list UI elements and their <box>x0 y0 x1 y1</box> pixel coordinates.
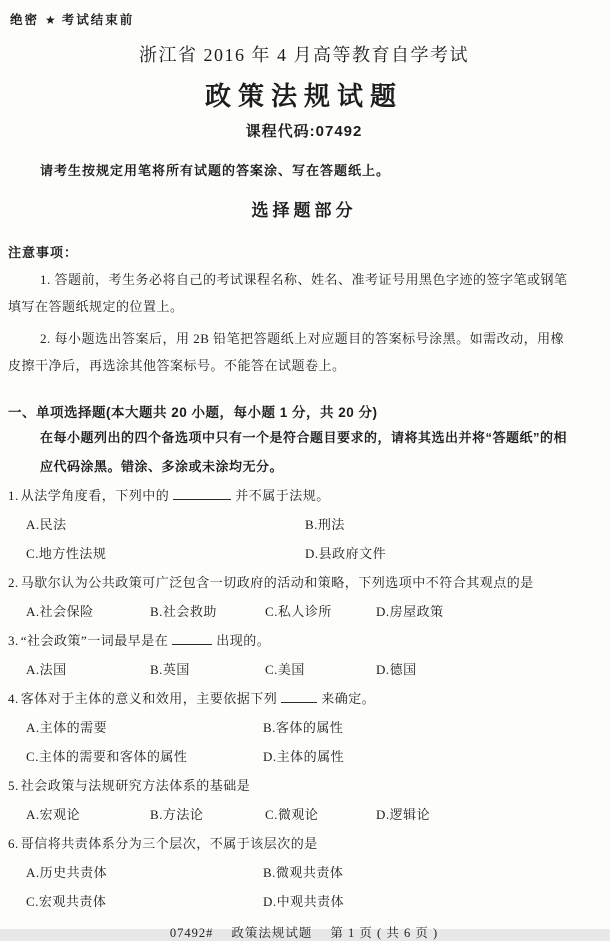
question-5 <box>8 771 600 829</box>
option-b: B.刑法 <box>305 517 345 532</box>
question-1-options-row-1 <box>8 510 600 539</box>
footer-course-code: 07492# <box>169 926 214 940</box>
option-c: C.主体的需要和客体的属性 <box>26 749 188 764</box>
answer-instruction: 请考生按规定用笔将所有试题的答案涂、写在答题纸上。 <box>40 163 391 178</box>
option-d: D.房屋政策 <box>376 604 444 619</box>
note-1-line-1: 1. 答题前，考生务必将自己的考试课程名称、姓名、准考证号用黑色字迹的签字笔或钢笔 <box>40 272 568 287</box>
question-2-text <box>8 568 600 597</box>
option-a: A.社会保险 <box>26 604 94 619</box>
option-d: D.逻辑论 <box>376 807 431 822</box>
exam-stage-label: 考试结束前 <box>61 13 135 27</box>
section-instruction-line-2: 应代码涂黑。错涂、多涂或未涂均无分。 <box>40 459 284 474</box>
section-instruction-line-1: 在每小题列出的四个备选项中只有一个是符合题目要求的，请将其选出并将“答题纸”的相 <box>40 430 568 445</box>
questions-area <box>8 481 600 916</box>
question-text-after: 并不属于法规。 <box>235 488 330 503</box>
question-2-options-row-1 <box>8 597 600 626</box>
question-4 <box>8 684 600 771</box>
question-number: 1. <box>8 488 19 503</box>
classification-label: 绝密 <box>10 13 40 27</box>
question-4-options-row-2 <box>8 742 600 771</box>
option-d: D.主体的属性 <box>263 749 345 764</box>
answer-blank <box>281 690 317 703</box>
note-paragraph-2 <box>8 325 600 379</box>
note-paragraph-1 <box>8 266 600 320</box>
question-6-text <box>8 829 600 858</box>
question-3-text <box>8 626 600 655</box>
question-text-before: 社会政策与法规研究方法体系的基础是 <box>20 778 251 793</box>
option-a: A.宏观论 <box>26 807 81 822</box>
section-heading: 一、单项选择题(本大题共 20 小题，每小题 1 分，共 20 分) <box>8 405 378 420</box>
option-d: D.中观共责体 <box>263 894 345 909</box>
page-footer <box>8 923 600 941</box>
question-number: 5. <box>8 778 19 793</box>
option-d: D.德国 <box>376 662 417 677</box>
question-6-options-row-2 <box>8 887 600 916</box>
option-a: A.历史共责体 <box>26 865 108 880</box>
question-6-options-row-1 <box>8 858 600 887</box>
question-number: 4. <box>8 691 19 706</box>
question-5-options-row-1 <box>8 800 600 829</box>
classification-line <box>10 10 600 28</box>
option-a: A.民法 <box>26 517 67 532</box>
question-text-before: 哥信将共责体系分为三个层次，不属于该层次的是 <box>20 836 318 851</box>
question-text-before: 客体对于主体的意义和效用，主要依据下列 <box>20 691 278 706</box>
question-number: 2. <box>8 575 19 590</box>
option-c: C.宏观共责体 <box>26 894 107 909</box>
question-text-before: 从法学角度看，下列中的 <box>20 488 170 503</box>
answer-blank <box>172 632 212 645</box>
question-3 <box>8 626 600 684</box>
question-1 <box>8 481 600 568</box>
section-instruction <box>8 423 600 481</box>
option-c: C.私人诊所 <box>265 604 332 619</box>
note-1-line-2: 填写在答题纸规定的位置上。 <box>8 299 184 314</box>
notes-heading: 注意事项： <box>8 245 79 260</box>
question-4-options-row-1 <box>8 713 600 742</box>
option-b: B.方法论 <box>150 807 204 822</box>
question-1-options-row-2 <box>8 539 600 568</box>
note-2-line-2: 皮擦干净后，再选涂其他答案标号。不能答在试题卷上。 <box>8 358 346 373</box>
option-c: C.地方性法规 <box>26 546 107 561</box>
question-text-after: 出现的。 <box>216 633 271 648</box>
question-3-options-row-1 <box>8 655 600 684</box>
question-2 <box>8 568 600 626</box>
section-part-title: 选择题部分 <box>251 201 357 220</box>
note-2-line-1: 2. 每小题选出答案后，用 2B 铅笔把答题纸上对应题目的答案标号涂黑。如需改动，用橡 <box>40 331 565 346</box>
question-text-after: 来确定。 <box>321 691 376 706</box>
option-b: B.客体的属性 <box>263 720 344 735</box>
option-c: C.美国 <box>265 662 305 677</box>
option-b: B.社会救助 <box>150 604 217 619</box>
option-c: C.微观论 <box>265 807 319 822</box>
exam-session-title: 浙江省 2016 年 4 月高等教育自学考试 <box>139 45 469 65</box>
option-a: A.法国 <box>26 662 67 677</box>
question-text-before: 马歇尔认为公共政策可广泛包含一切政府的活动和策略，下列选项中不符合其观点的是 <box>20 575 534 590</box>
footer-page-info: 第 1 页 ( 共 6 页 ) <box>330 926 439 940</box>
option-d: D.县政府文件 <box>305 546 387 561</box>
footer-paper-title: 政策法规试题 <box>231 926 313 940</box>
question-1-text <box>8 481 600 510</box>
option-b: B.微观共责体 <box>263 865 344 880</box>
star-icon: ★ <box>45 13 56 27</box>
question-number: 3. <box>8 633 19 648</box>
course-code: 课程代码:07492 <box>245 123 363 140</box>
question-4-text <box>8 684 600 713</box>
question-text-before: “社会政策”一词最早是在 <box>20 633 169 648</box>
question-6 <box>8 829 600 916</box>
option-a: A.主体的需要 <box>26 720 108 735</box>
question-5-text <box>8 771 600 800</box>
question-number: 6. <box>8 836 19 851</box>
option-b: B.英国 <box>150 662 190 677</box>
paper-title: 政策法规试题 <box>204 81 403 111</box>
answer-blank <box>173 487 231 500</box>
